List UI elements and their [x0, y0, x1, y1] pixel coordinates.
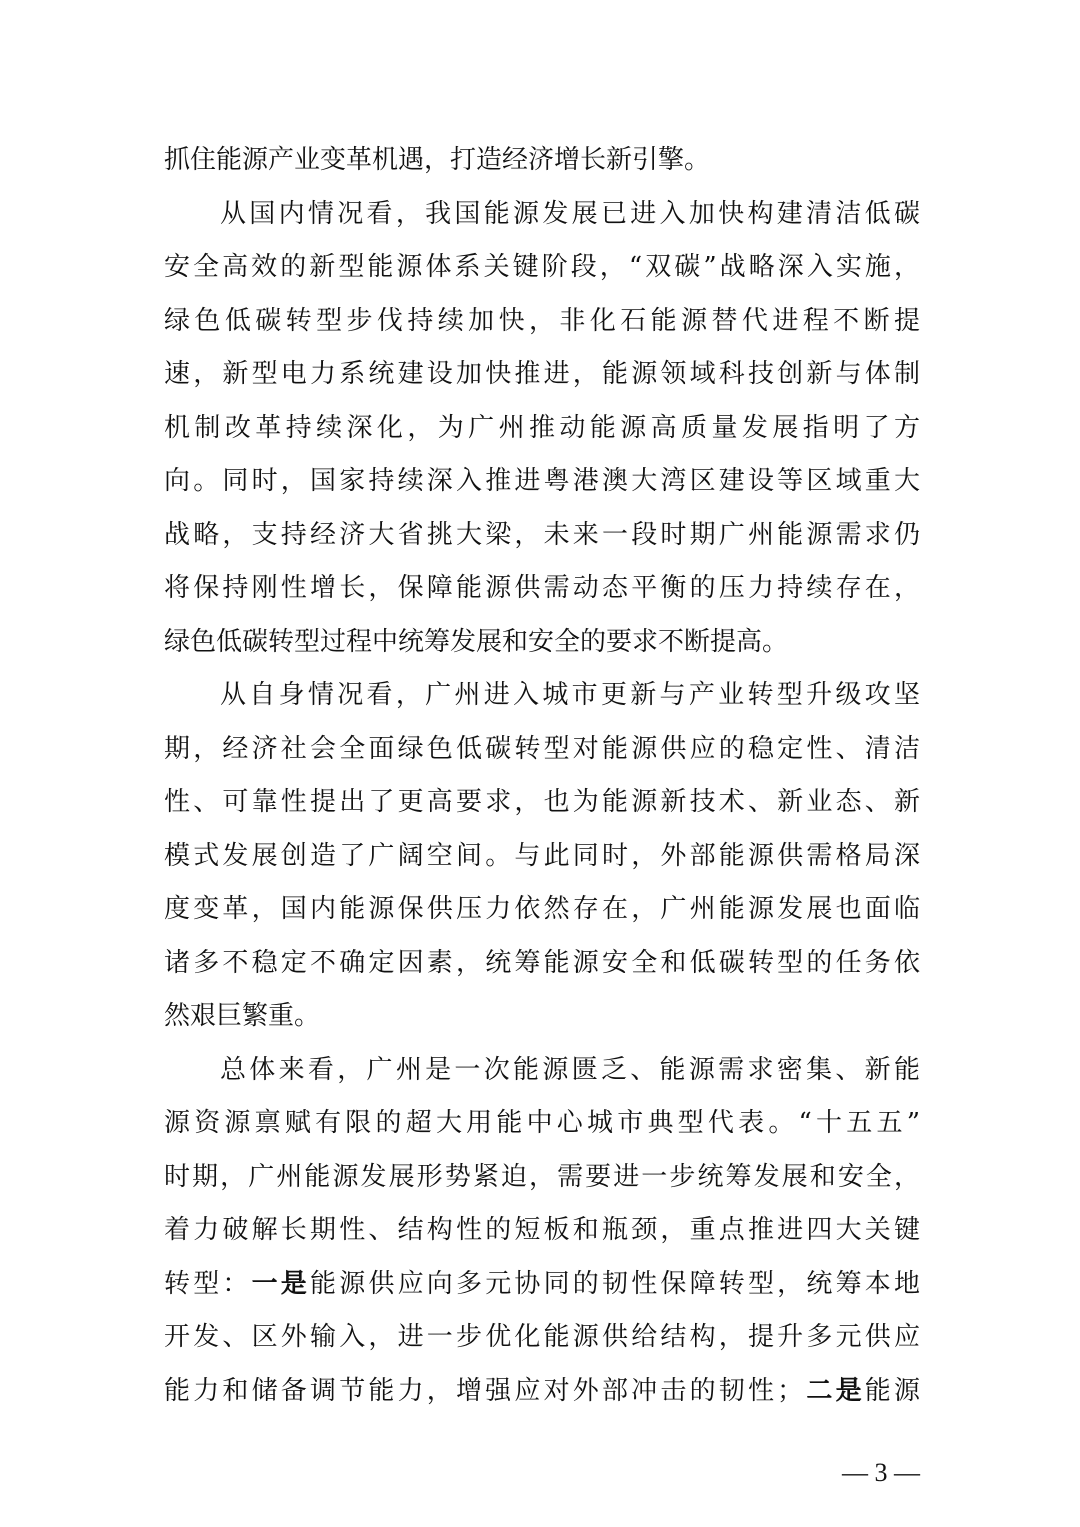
- text-line: 源资源禀赋有限的超大用能中心城市典型代表。“十五五”: [164, 1108, 920, 1138]
- document-body: [164, 134, 920, 1418]
- text-line: 抓住能源产业变革机遇，打造经济增长新引擎。: [164, 145, 711, 175]
- text-line: 机制改革持续深化，为广州推动能源高质量发展指明了方: [164, 412, 920, 443]
- text-line: 性、可靠性提出了更高要求，也为能源新技术、新业态、新: [164, 787, 920, 817]
- text-line: 将保持刚性增长，保障能源供需动态平衡的压力持续存在，: [164, 573, 920, 603]
- text-line: 着力破解长期性、结构性的短板和瓶颈，重点推进四大关键: [164, 1215, 920, 1245]
- text-line: [164, 1258, 920, 1312]
- text-line: 安全高效的新型能源体系关键阶段，“双碳”战略深入实施，: [164, 252, 920, 282]
- emphasis-first: 一是: [251, 1268, 311, 1299]
- text-line: 速，新型电力系统建设加快推进，能源领域科技创新与体制: [164, 359, 920, 389]
- text-segment: 能力和储备调节能力，增强应对外部冲击的韧性；: [164, 1375, 804, 1406]
- text-line: 战略，支持经济大省挑大梁，未来一段时期广州能源需求仍: [164, 519, 920, 550]
- text-line: 时期，广州能源发展形势紧迫，需要进一步统筹发展和安全，: [164, 1161, 920, 1192]
- text-line: 然艰巨繁重。: [164, 1001, 321, 1031]
- paragraph-overall-view: [164, 1044, 920, 1419]
- text-line: 绿色低碳转型过程中统筹发展和安全的要求不断提高。: [164, 626, 789, 657]
- text-line: 期，经济社会全面绿色低碳转型对能源供应的稳定性、清洁: [164, 733, 920, 764]
- text-line: 从自身情况看，广州进入城市更新与产业转型升级攻坚: [220, 680, 920, 710]
- text-segment: 转型：: [164, 1268, 252, 1299]
- text-segment: 能源: [864, 1375, 920, 1406]
- text-line: 模式发展创造了广阔空间。与此同时，外部能源供需格局深: [164, 840, 920, 871]
- paragraph-domestic-situation: [164, 188, 920, 670]
- emphasis-second: 二是: [803, 1375, 865, 1406]
- text-segment: 能源供应向多元协同的韧性保障转型，统筹本地: [310, 1268, 920, 1299]
- text-line: 从国内情况看，我国能源发展已进入加快构建清洁低碳: [220, 198, 920, 229]
- text-line: 总体来看，广州是一次能源匮乏、能源需求密集、新能: [220, 1054, 920, 1085]
- text-line: 向。同时，国家持续深入推进粤港澳大湾区建设等区域重大: [164, 466, 920, 496]
- paragraph-continuation: [164, 134, 920, 188]
- paragraph-own-situation: [164, 669, 920, 1044]
- page-number: — 3 —: [842, 1458, 920, 1487]
- text-line: 开发、区外输入，进一步优化能源供给结构，提升多元供应: [164, 1322, 920, 1352]
- text-line: 度变革，国内能源保供压力依然存在，广州能源发展也面临: [164, 894, 920, 924]
- text-line: 诸多不稳定不确定因素，统筹能源安全和低碳转型的任务依: [164, 947, 920, 978]
- text-line: [164, 1365, 920, 1419]
- text-line: 绿色低碳转型步伐持续加快，非化石能源替代进程不断提: [164, 305, 920, 336]
